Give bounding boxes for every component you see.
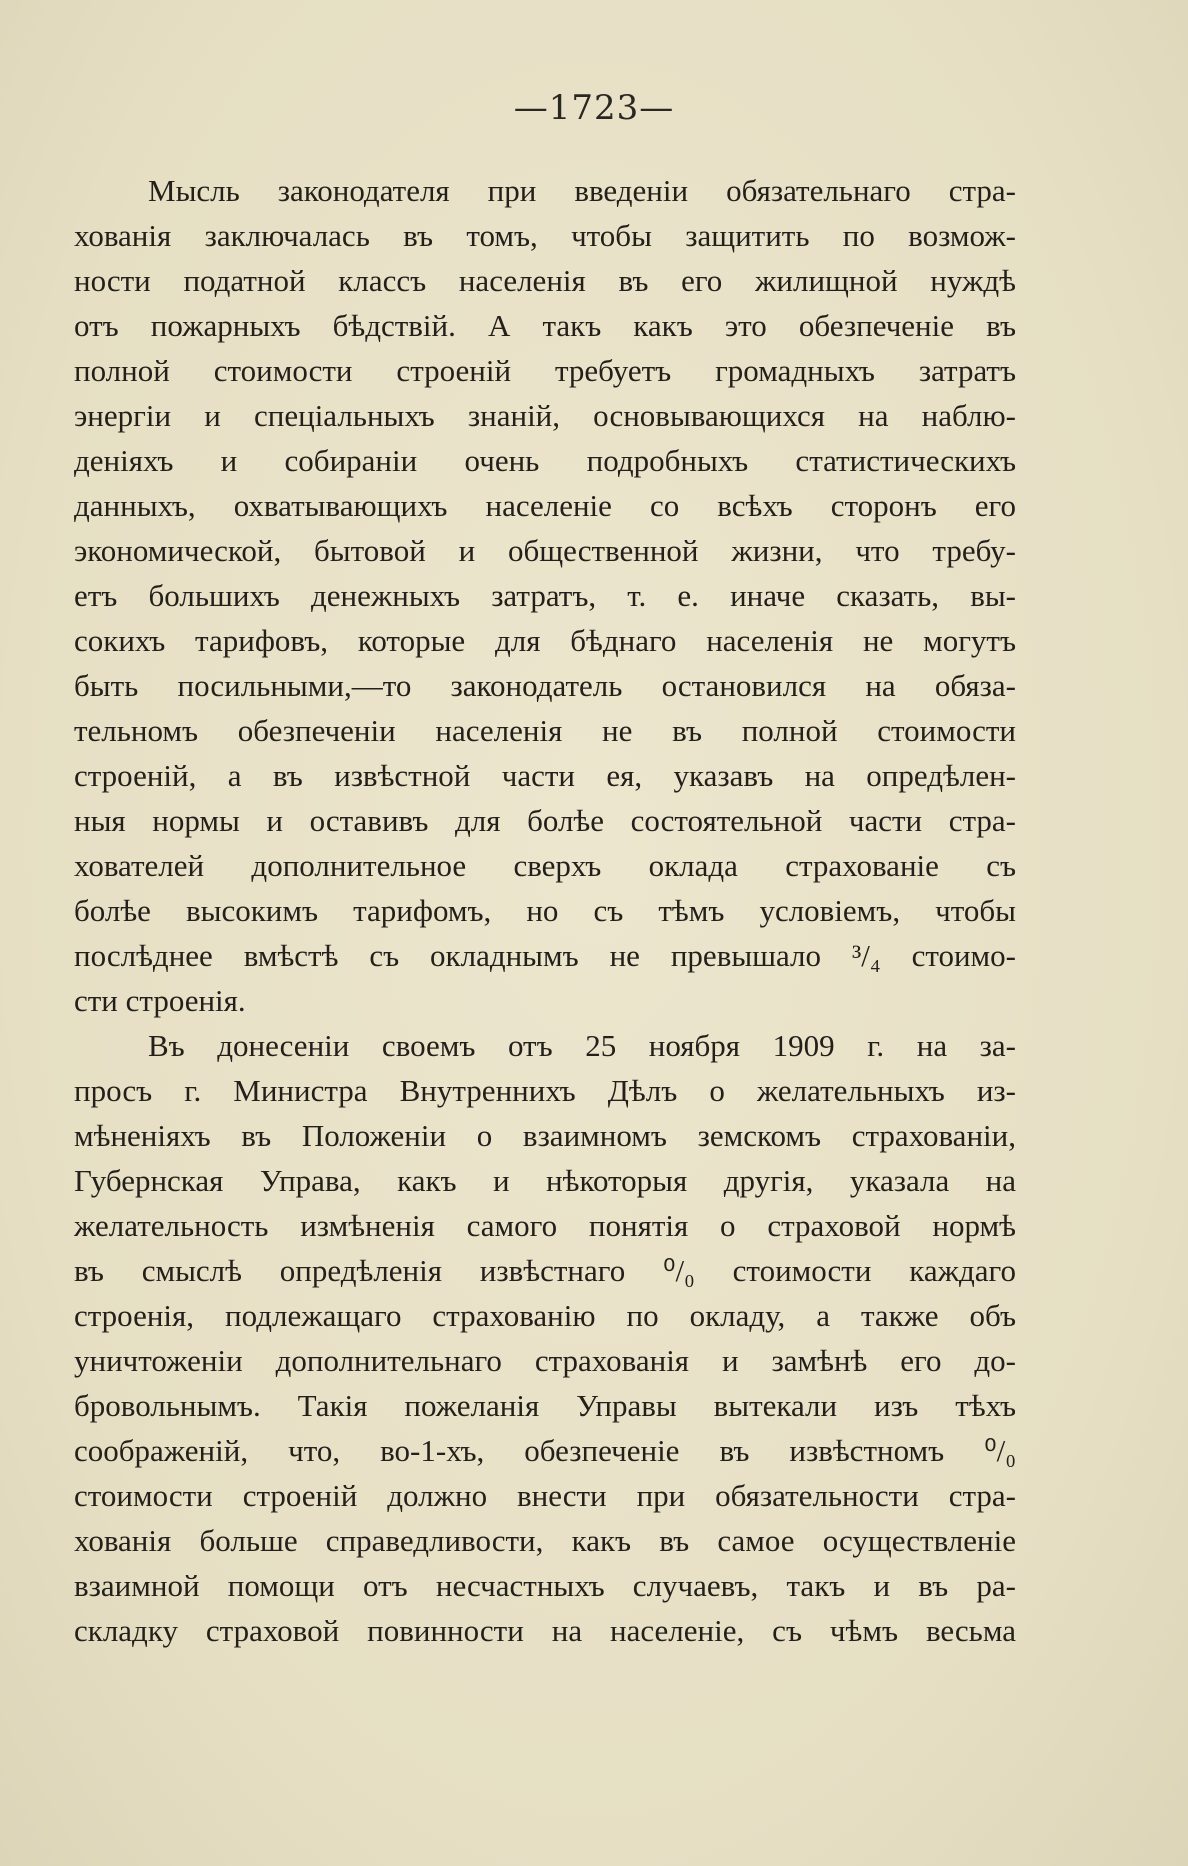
body-text	[74, 168, 1016, 1653]
text-line: етъ большихъ денежныхъ затратъ, т. е. иначе сказать, вы-	[74, 578, 1016, 613]
text-line: быть посильными,—то законодатель остановился на обяза-	[74, 668, 1016, 703]
text-line: сокихъ тарифовъ, которые для бѣднаго населенія не могутъ	[74, 623, 1016, 658]
text-line: ныя нормы и оставивъ для болѣе состоятельной части стра-	[74, 803, 1016, 838]
text-line: взаимной помощи отъ несчастныхъ случаевъ, такъ и въ ра-	[74, 1568, 1016, 1603]
text-line: Губернская Управа, какъ и нѣкоторыя другія, указала на	[74, 1163, 1016, 1198]
paragraph-1	[74, 168, 1016, 1023]
text-line: отъ пожарныхъ бѣдствій. А такъ какъ это обезпеченіе въ	[74, 308, 1016, 343]
text-line: хованія больше справедливости, какъ въ самое осуществленіе	[74, 1523, 1016, 1558]
text-line: полной стоимости строеній требуетъ громадныхъ затратъ	[74, 353, 1016, 388]
text-line: бровольнымъ. Такія пожеланія Управы вытекали изъ тѣхъ	[74, 1388, 1016, 1423]
text-line: тельномъ обезпеченіи населенія не въ полной стоимости	[74, 713, 1016, 748]
text-line: желательность измѣненія самого понятія о страховой нормѣ	[74, 1208, 1016, 1243]
text-line: хованія заключалась въ томъ, чтобы защитить по возмож-	[74, 218, 1016, 253]
text-line: строеній, а въ извѣстной части ея, указавъ на опредѣлен-	[74, 758, 1016, 793]
page-number: —1723—	[513, 88, 675, 128]
text-line: данныхъ, охватывающихъ населеніе со всѣхъ сторонъ его	[74, 488, 1016, 523]
text-line: деніяхъ и собираніи очень подробныхъ статистическихъ	[74, 443, 1016, 478]
text-line: соображеній, что, во-1-хъ, обезпеченіе въ извѣстномъ ⁰/₀	[74, 1433, 1016, 1468]
text-line: послѣднее вмѣстѣ съ окладнымъ не превышало ³/₄ стоимо-	[74, 938, 1016, 973]
text-line: ности податной классъ населенія въ его жилищной нуждѣ	[74, 263, 1016, 298]
text-line: просъ г. Министра Внутреннихъ Дѣлъ о желательныхъ из-	[74, 1073, 1016, 1108]
text-line: строенія, подлежащаго страхованію по окладу, а также объ	[74, 1298, 1016, 1333]
text-line: Мысль законодателя при введеніи обязательнаго стра-	[148, 173, 1016, 208]
text-line: уничтоженіи дополнительнаго страхованія и замѣнѣ его до-	[74, 1343, 1016, 1378]
text-line: экономической, бытовой и общественной жизни, что требу-	[74, 533, 1016, 568]
text-line: хователей дополнительное сверхъ оклада страхованіе съ	[74, 848, 1016, 883]
text-line: стоимости строеній должно внести при обязательности стра-	[74, 1478, 1016, 1513]
text-line: складку страховой повинности на населеніе, съ чѣмъ весьма	[74, 1613, 1016, 1648]
text-line: болѣе высокимъ тарифомъ, но съ тѣмъ условіемъ, чтобы	[74, 893, 1016, 928]
text-line: сти строенія.	[74, 983, 246, 1018]
text-line: мѣненіяхъ въ Положеніи о взаимномъ земскомъ страхованіи,	[74, 1118, 1016, 1153]
text-line: энергіи и спеціальныхъ знаній, основывающихся на наблю-	[74, 398, 1016, 433]
text-line: Въ донесеніи своемъ отъ 25 ноября 1909 г. на за-	[148, 1028, 1016, 1063]
text-line: въ смыслѣ опредѣленія извѣстнаго ⁰/₀ стоимости каждаго	[74, 1253, 1016, 1288]
paragraph-2	[74, 1023, 1016, 1653]
